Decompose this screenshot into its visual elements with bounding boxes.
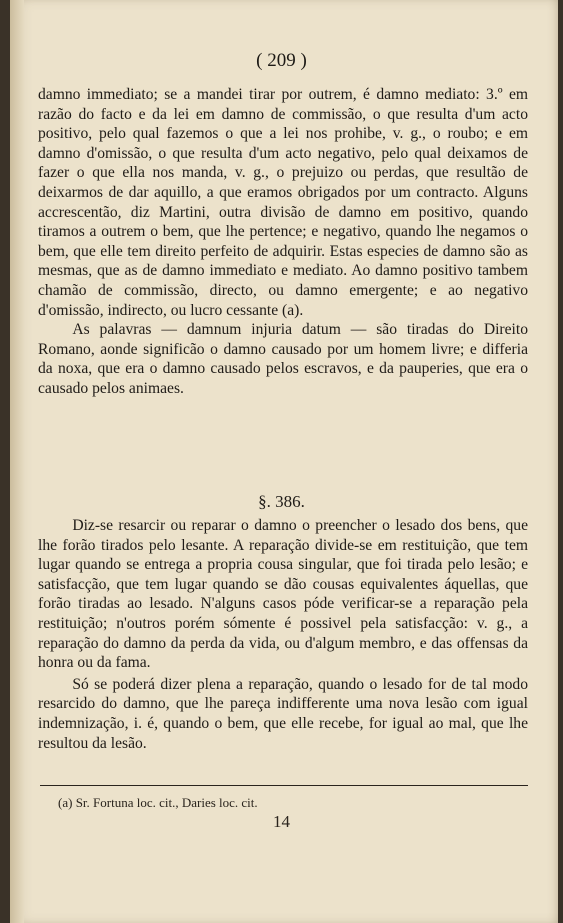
- paragraph-3: Diz-se resarcir ou reparar o damno o preencher o lesado dos bens, que lhe forão tirados pelo lesante. A reparação divide-se em restituição, que tem lugar quando se entrega a propria cousa singular, que foi tirada pelo lesão; e satisfacção, que tem lugar quando se dão cousas equivalentes áquellas, que forão tiradas ao lesado. N'alguns casos póde verificar-se a reparação pela restituição; n'outros porém sómente é possivel pela satisfacção: v. g., a reparação do damno da perda da vida, ou d'algum membro, e das offensas da honra ou da fama.: [38, 517, 528, 672]
- page-gutter: [10, 0, 24, 923]
- page-number: ( 209 ): [256, 50, 307, 71]
- footnote-marker: (a): [58, 795, 73, 810]
- body-text-bottom: [38, 516, 528, 753]
- paragraph-4: Só se poderá dizer plena a reparação, quando o lesado for de tal modo resarcido do damno, que lhe pareça indifferente uma nova lesão com igual indemnização, i. é, quando o bem, que elle recebe, for igual ao mal, que lhe resultou da lesão.: [38, 675, 528, 752]
- footnote-divider: [40, 785, 528, 786]
- footnote: [58, 795, 528, 811]
- paragraph-2: As palavras — damnum injuria datum — são tiradas do Direito Romano, aonde significão o damno causado por um homem livre; e differia da noxa, que era o damno causado pelos escravos, e da pauperies, que era o causado pelos animaes.: [38, 321, 528, 397]
- paragraph-1: damno immediato; se a mandei tirar por outrem, é damno mediato: 3.º em razão do facto e da lei em damno de commissão, o que resulta d'um acto positivo, pelo qual fazemos o que a lei nos prohibe, v. g., o roubo; e em damno d'omissão, o que resulta d'um acto negativo, pelo qual deixamos de fazer o que ella nos manda, v. g., o prejuizo ou perdas, que resultão de deixarmos de dar aquillo, a que eramos obrigados por um contracto. Alguns accrescentão, diz Martini, outra divisão de damno em positivo, quando tiramos a outrem o bem, que lhe pertence; e negativo, quando lhe negamos o bem, que elle tem direito perfeito de adquirir. Estas especies de damno são as mesmas, que as de damno immediato e mediato. Ao damno positivo tambem chamão de commissão, directo, ou damno emergente; e ao negativo d'omissão, indirecto, ou lucro cessante (a).: [38, 86, 528, 319]
- body-text-top: [38, 85, 528, 399]
- footnote-text: Sr. Fortuna loc. cit., Daries loc. cit.: [75, 795, 258, 810]
- section-heading: §. 386.: [258, 492, 305, 511]
- signature-mark: 14: [273, 812, 290, 831]
